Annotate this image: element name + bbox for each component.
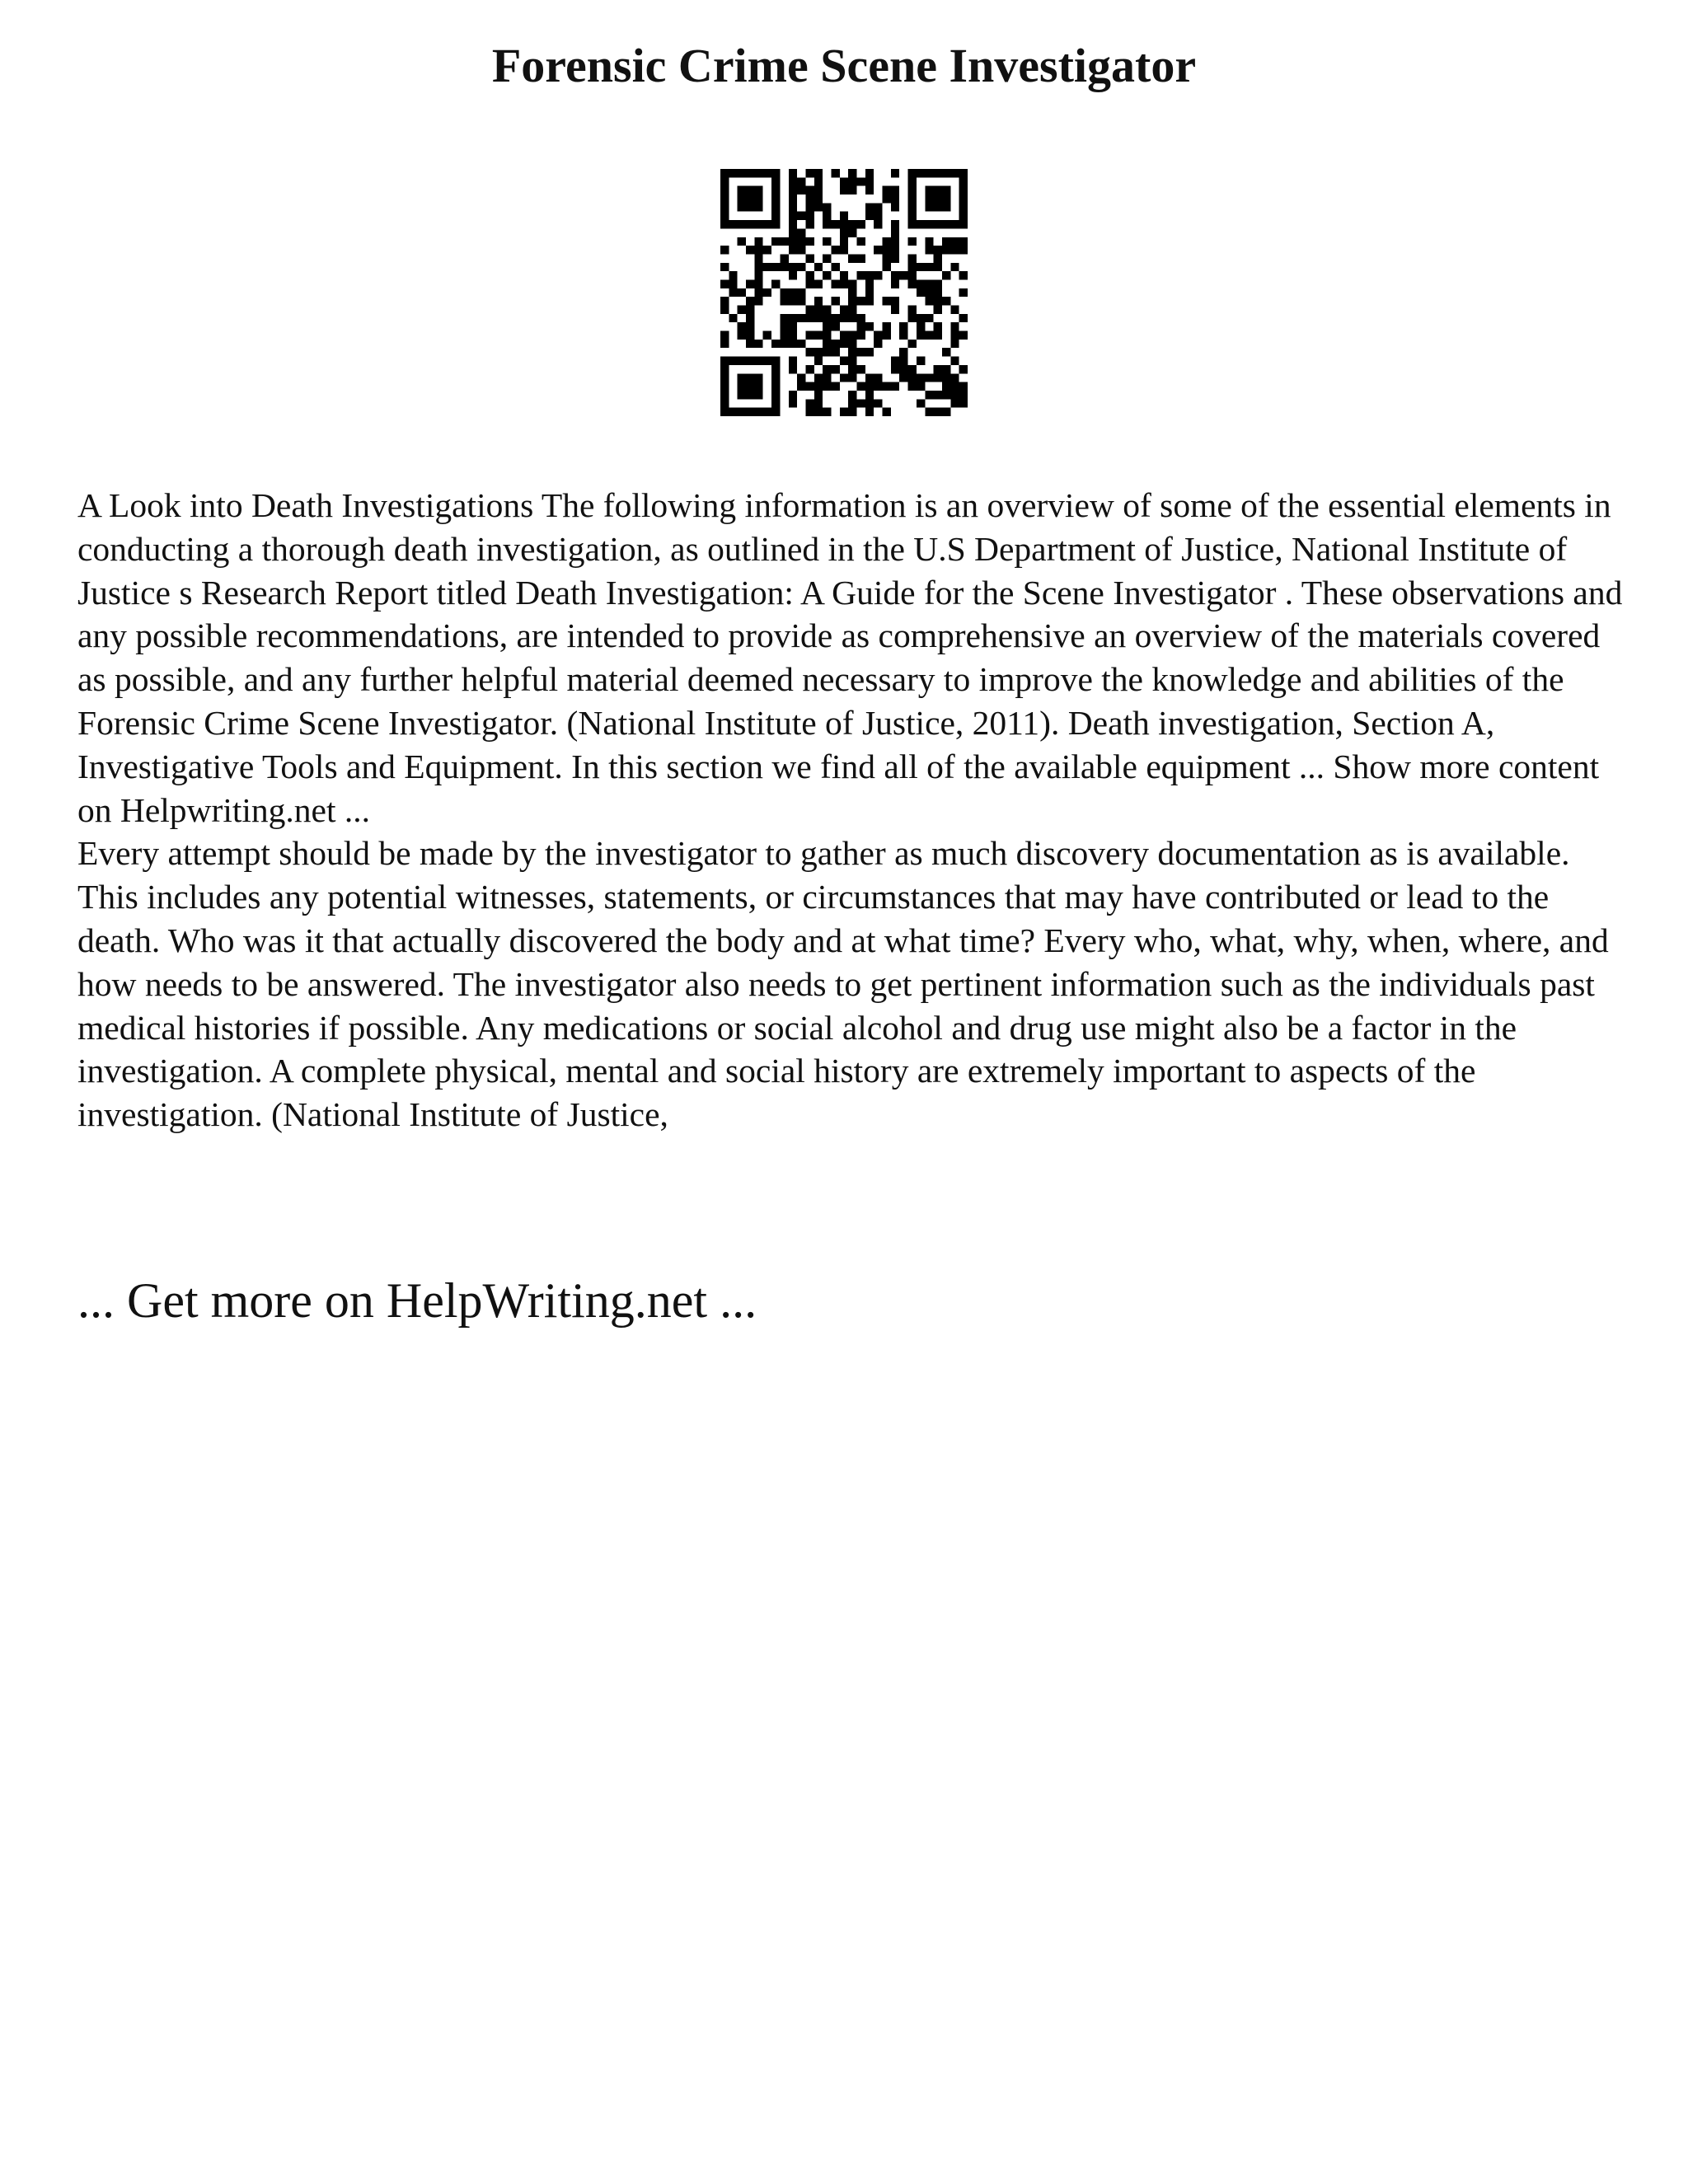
qr-code-icon — [720, 169, 968, 416]
get-more-link[interactable]: ... Get more on HelpWriting.net ... — [77, 1273, 757, 1328]
article-body — [77, 484, 1627, 1137]
paragraph-discovery: Every attempt should be made by the investigator to gather as much discovery documentation as is available. This includes any potential witnesses, statements, or circumstances that may have contributed or lead to the death. Who was it that actually discovered the body and at what time? Every who, what, why, when, where, and how needs to be answered. The investigator also needs to get pertinent information such as the individuals past medical histories if possible. Any medications or social alcohol and drug use might also be a factor in the investigation. A complete physical, mental and social history are extremely important to aspects of the investigation. (National Institute of Justice, — [77, 834, 1609, 1134]
page-title: Forensic Crime Scene Investigator — [491, 39, 1197, 92]
paragraph-intro: A Look into Death Investigations The following information is an overview of some of the essential elements in conducting a thorough death investigation, as outlined in the U.S Department of Justice, National Institute of Justice s Research Report titled Death Investigation: A Guide for the Scene Investigator . These observations and any possible recommendations, are intended to provide as comprehensive an overview of the materials covered as possible, and any further helpful material deemed necessary to improve the knowledge and abilities of the Forensic Crime Scene Investigator. (National Institute of Justice, 2011). Death investigation, Section A, Investigative Tools and Equipment. In this section we find all of the available equipment ... Show more content on Helpwriting.net ... — [77, 486, 1623, 829]
